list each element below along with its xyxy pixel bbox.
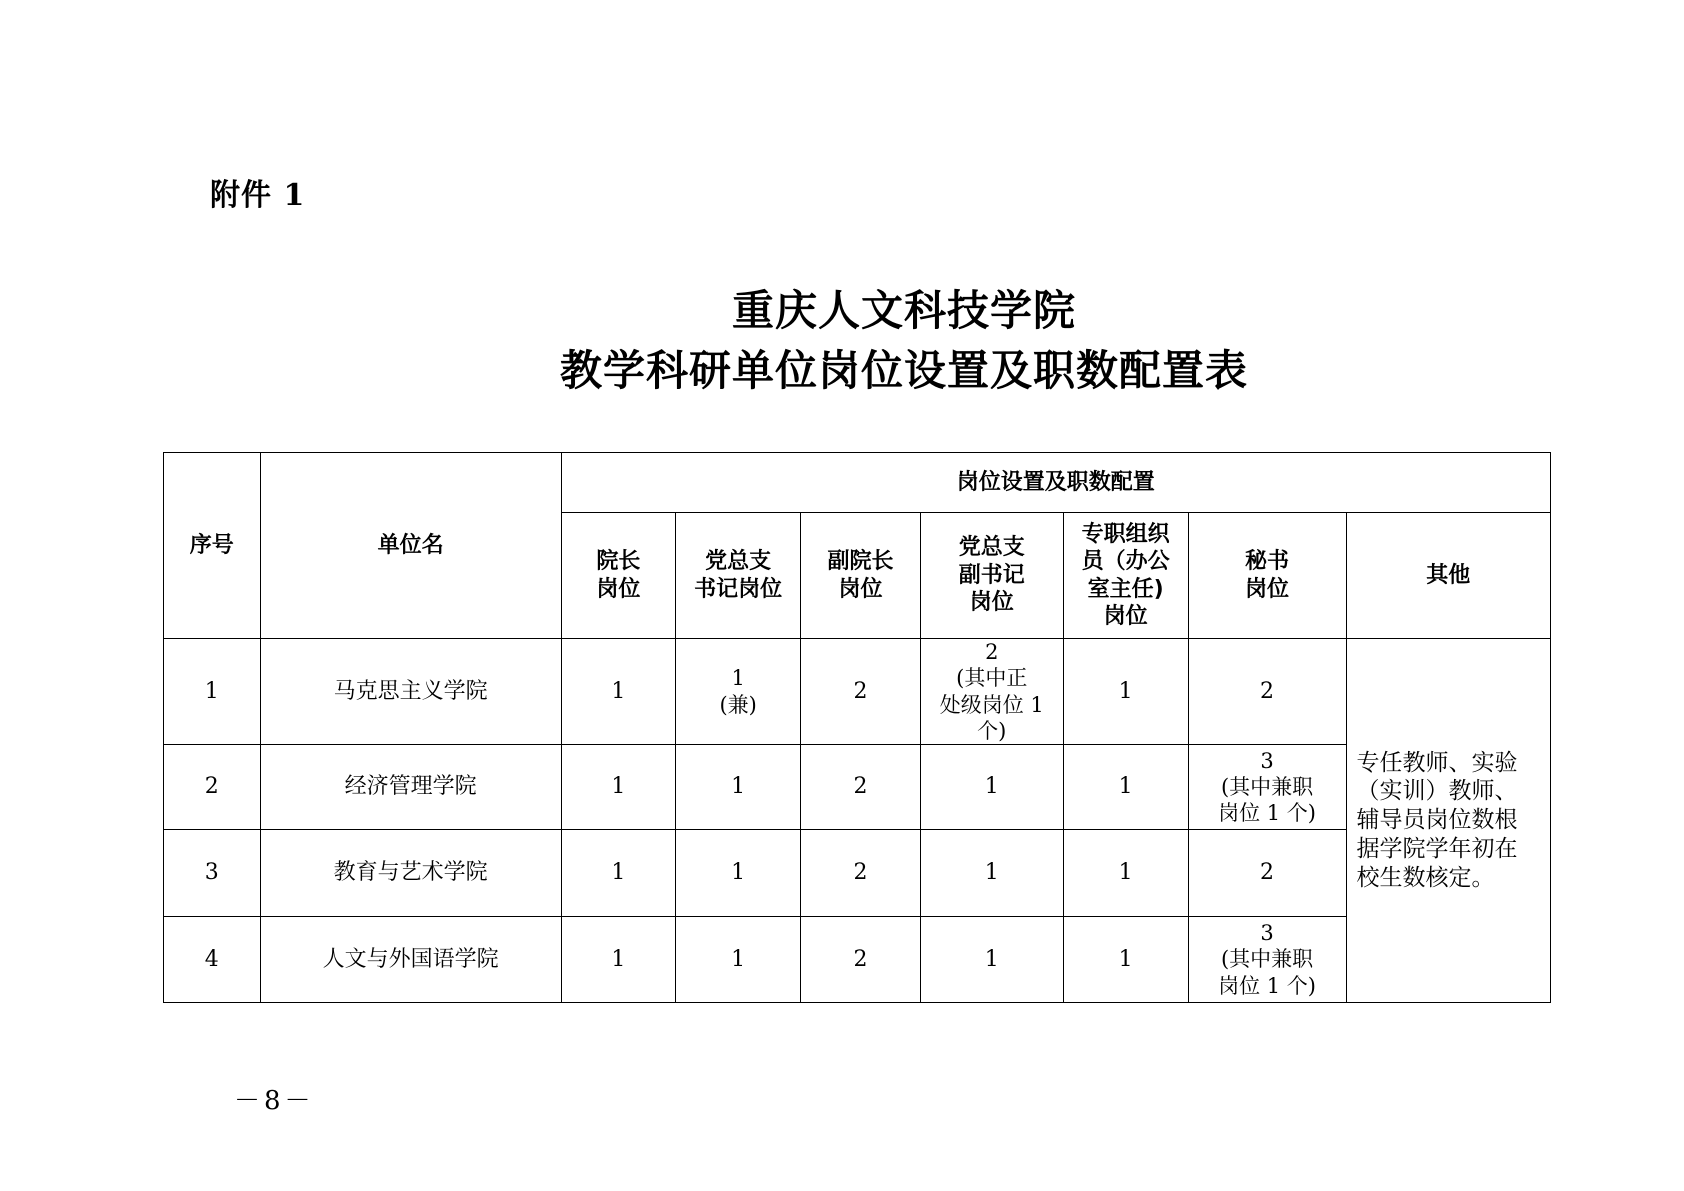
cell-deputy-party-secretary: 1	[920, 830, 1063, 917]
cell-vice-dean: 2	[801, 830, 921, 917]
cell-organizer: 1	[1063, 639, 1188, 745]
header-deputy-party-secretary: 党总支 副书记 岗位	[920, 513, 1063, 639]
cell-vice-dean: 2	[801, 917, 921, 1003]
cell-dean: 1	[561, 830, 676, 917]
cell-organizer: 1	[1063, 830, 1188, 917]
cell-vice-dean: 2	[801, 745, 921, 830]
header-seq: 序号	[164, 453, 261, 639]
cell-seq: 1	[164, 639, 261, 745]
position-config-table	[163, 452, 1551, 1003]
cell-deputy-party-secretary: 2 (其中正 处级岗位 1 个)	[920, 639, 1063, 745]
table-row	[164, 639, 1551, 745]
attachment-label: 附件 1	[210, 178, 306, 213]
document-title: 重庆人文科技学院	[731, 286, 1076, 335]
cell-secretary: 3 (其中兼职 岗位 1 个)	[1188, 917, 1346, 1003]
cell-dean: 1	[561, 639, 676, 745]
header-secretary: 秘书 岗位	[1188, 513, 1346, 639]
cell-party-secretary: 1	[676, 830, 801, 917]
cell-unit: 人文与外国语学院	[260, 917, 561, 1003]
cell-dean: 1	[561, 917, 676, 1003]
cell-other-note: 专任教师、实验 （实训）教师、 辅导员岗位数根 据学院学年初在 校生数核定。	[1346, 639, 1550, 1003]
cell-party-secretary: 1 (兼)	[676, 639, 801, 745]
header-group: 岗位设置及职数配置	[561, 453, 1550, 513]
header-unit: 单位名	[260, 453, 561, 639]
cell-deputy-party-secretary: 1	[920, 917, 1063, 1003]
cell-seq: 2	[164, 745, 261, 830]
cell-secretary: 2	[1188, 830, 1346, 917]
cell-seq: 3	[164, 830, 261, 917]
header-organizer: 专职组织 员（办公 室主任) 岗位	[1063, 513, 1188, 639]
cell-organizer: 1	[1063, 917, 1188, 1003]
table-row	[164, 917, 1551, 1003]
document-subtitle: 教学科研单位岗位设置及职数配置表	[559, 346, 1248, 395]
cell-vice-dean: 2	[801, 639, 921, 745]
header-other: 其他	[1346, 513, 1550, 639]
cell-unit: 马克思主义学院	[260, 639, 561, 745]
cell-secretary: 2	[1188, 639, 1346, 745]
cell-secretary: 3 (其中兼职 岗位 1 个)	[1188, 745, 1346, 830]
cell-seq: 4	[164, 917, 261, 1003]
header-party-secretary: 党总支 书记岗位	[676, 513, 801, 639]
cell-organizer: 1	[1063, 745, 1188, 830]
page-number: －8－	[234, 1086, 315, 1116]
cell-deputy-party-secretary: 1	[920, 745, 1063, 830]
header-dean: 院长 岗位	[561, 513, 676, 639]
table-header-row	[164, 453, 1551, 513]
header-vice-dean: 副院长 岗位	[801, 513, 921, 639]
cell-party-secretary: 1	[676, 745, 801, 830]
cell-unit: 教育与艺术学院	[260, 830, 561, 917]
cell-party-secretary: 1	[676, 917, 801, 1003]
cell-unit: 经济管理学院	[260, 745, 561, 830]
cell-dean: 1	[561, 745, 676, 830]
table-row	[164, 830, 1551, 917]
table-row	[164, 745, 1551, 830]
